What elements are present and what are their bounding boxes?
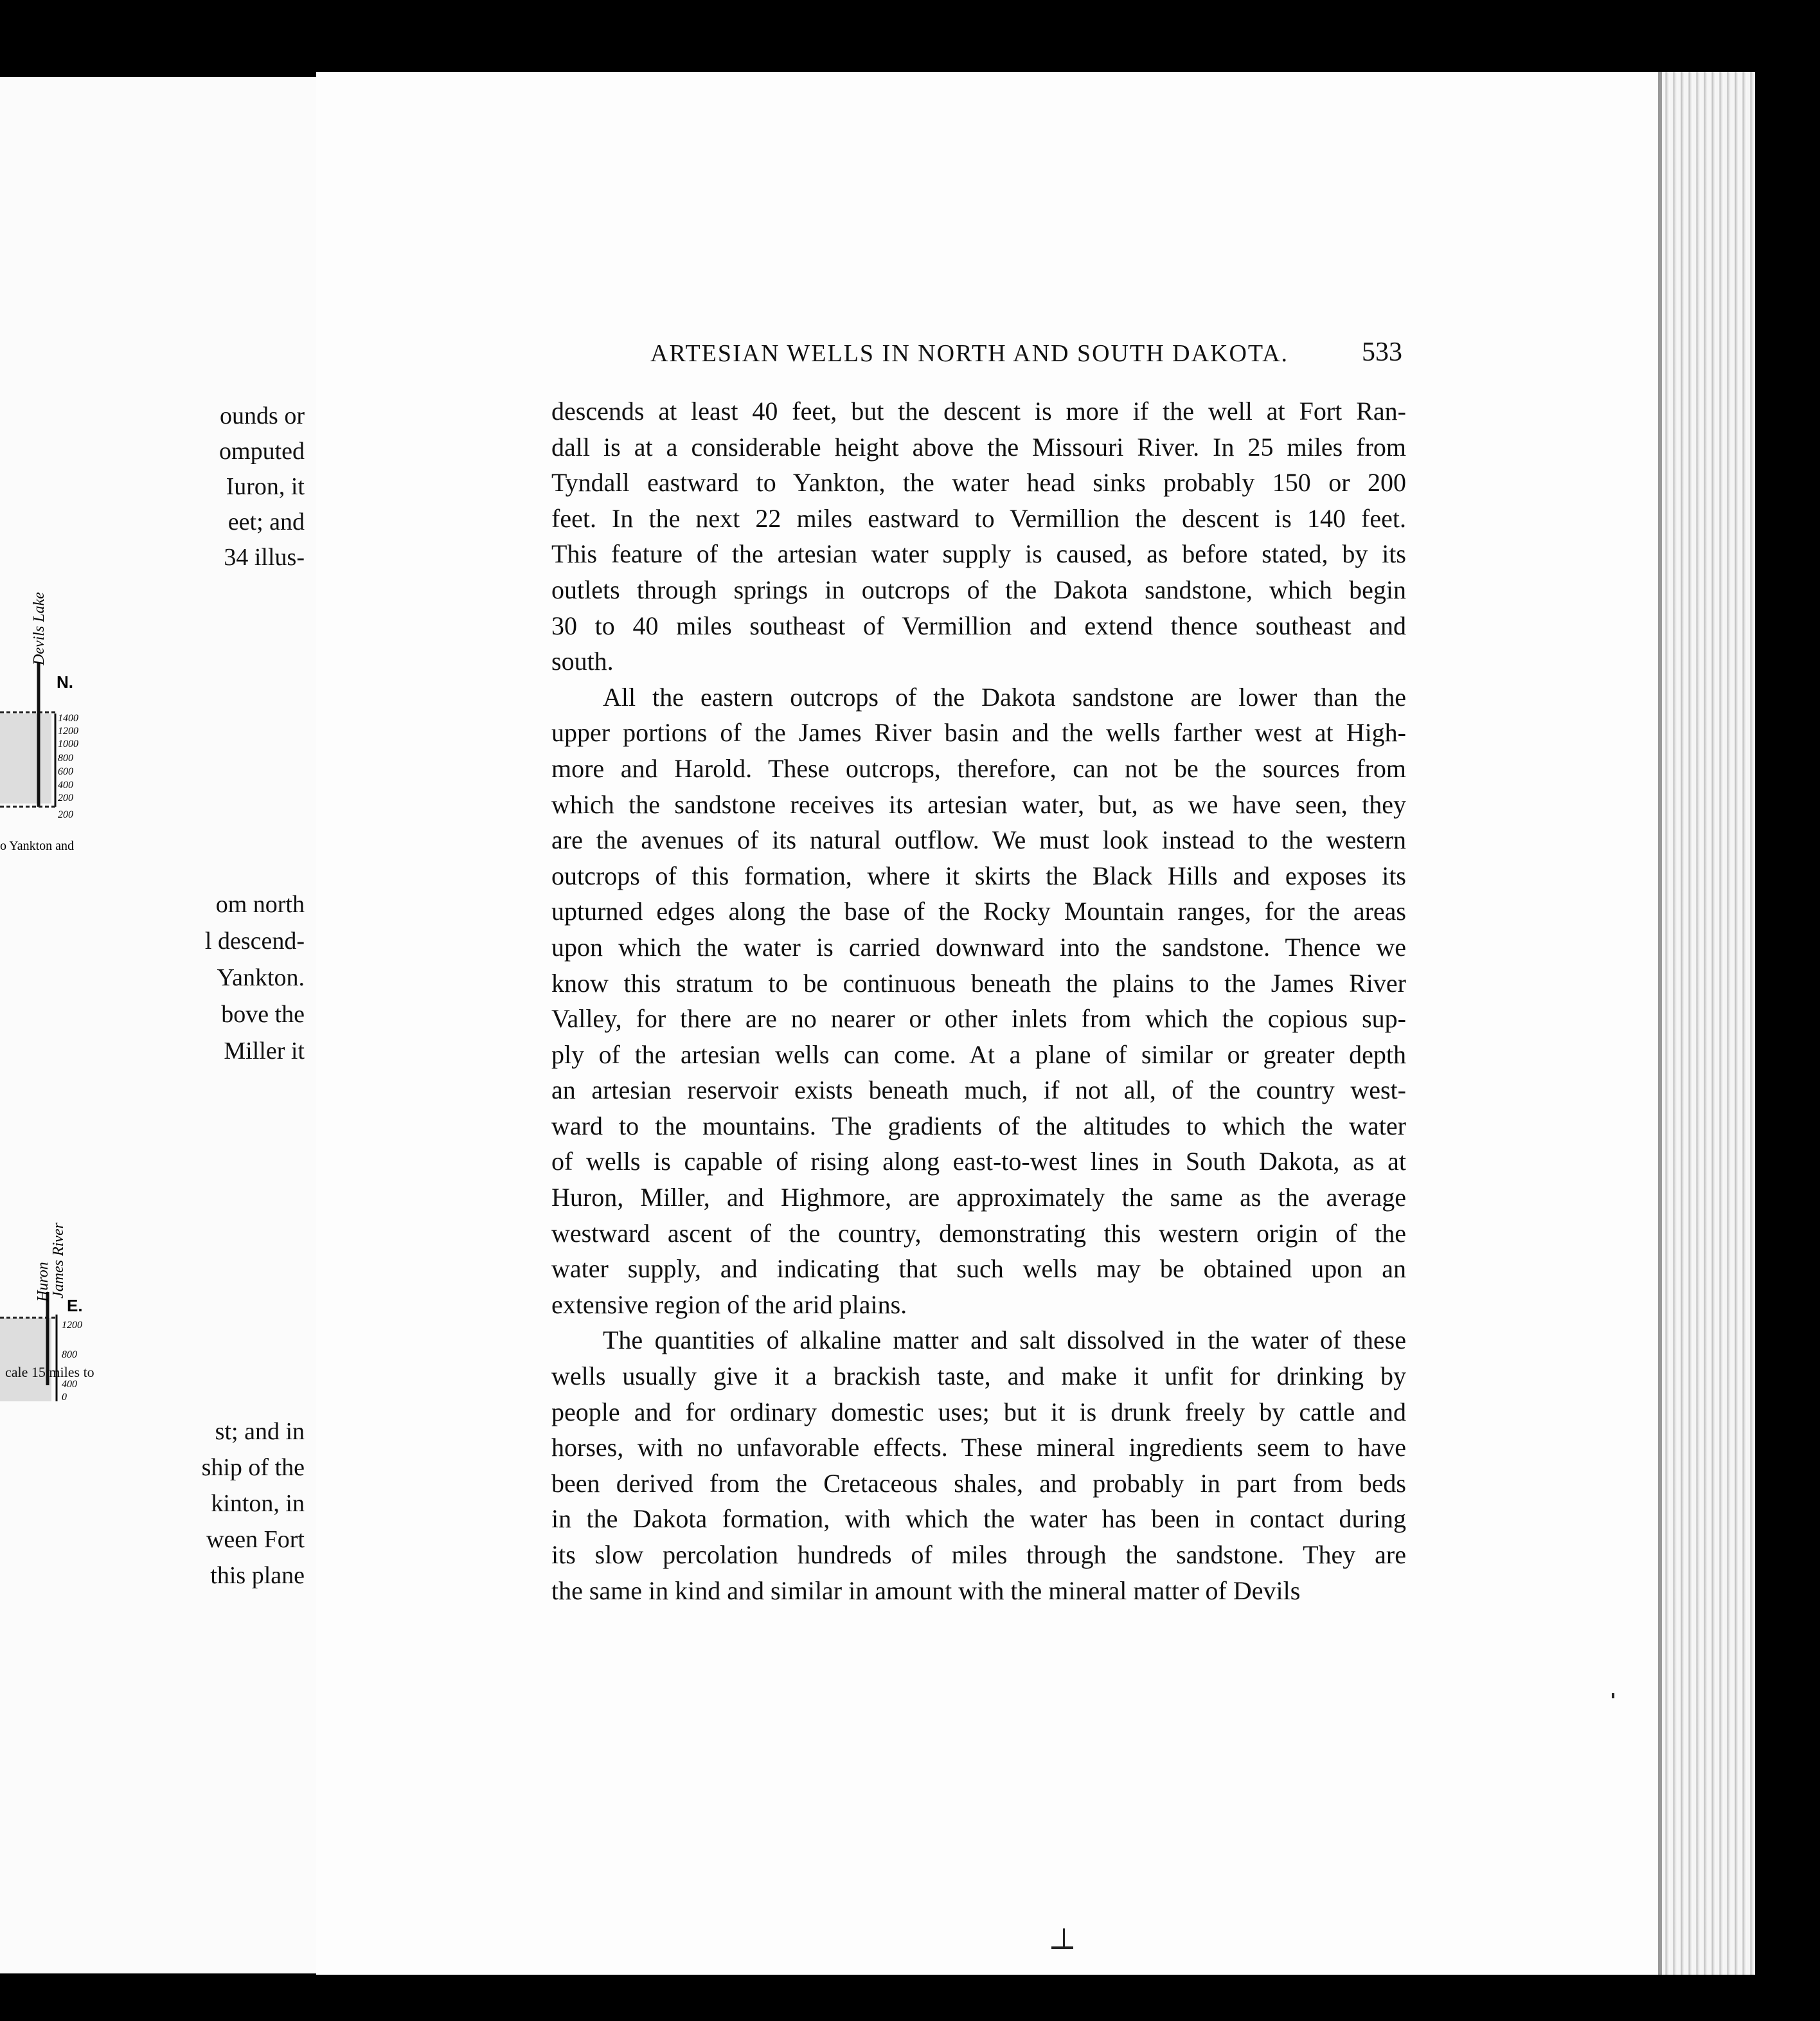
left-figure-1: [0, 585, 109, 855]
scan-mark-bottom: [1051, 1946, 1073, 1949]
left-page-fragment-line: om north: [215, 891, 305, 918]
text-line: dall is at a considerable height above the Missouri River. In 25 miles from: [551, 432, 1406, 462]
left-figure-2: [0, 1131, 122, 1401]
text-line: are the avenues of its natural outflow. We must look instead to the western: [551, 825, 1406, 855]
text-line: south.: [551, 647, 614, 676]
text-line: its slow percolation hundreds of miles through the sandstone. They are: [551, 1540, 1406, 1569]
left-facing-page: [0, 77, 325, 1973]
text-line: been derived from the Cretaceous shales, and probably in part from beds: [551, 1468, 1406, 1498]
left-page-fragment-line: bove the: [221, 1001, 305, 1028]
text-line: of wells is capable of rising along east-to-west lines in South Dakota, as at: [551, 1147, 1406, 1176]
text-line: know this stratum to be continuous beneath the plains to the James River: [551, 968, 1406, 998]
figure2-label-e: E.: [67, 1296, 83, 1315]
text-line: westward ascent of the country, demonstrating this western origin of the: [551, 1218, 1406, 1248]
body-text: [551, 393, 1406, 1608]
figure1-tick-4: 600: [58, 766, 73, 777]
figure1-tick-5: 400: [58, 780, 73, 791]
left-page-fragment-line: eet; and: [228, 508, 305, 535]
text-line: outcrops of this formation, where it skirts the Black Hills and exposes its: [551, 861, 1406, 890]
running-head: [650, 339, 1402, 372]
text-line: in the Dakota formation, with which the water has been in contact during: [551, 1504, 1406, 1534]
scan-mark-bottom-2: [1063, 1928, 1065, 1948]
text-line: The quantities of alkaline matter and salt dissolved in the water of these: [603, 1325, 1406, 1355]
figure1-hatching: [0, 714, 51, 804]
figure2-label-vertical-2: James River: [50, 1223, 67, 1298]
text-line: wells usually give it a brackish taste, and make it unfit for drinking by: [551, 1361, 1406, 1391]
text-line: an artesian reservoir exists beneath much, if not all, of the country west-: [551, 1075, 1406, 1105]
figure1-tick-6: 200: [58, 793, 73, 804]
text-line: upper portions of the James River basin and the wells farther west at High-: [551, 718, 1406, 748]
left-page-fragment-line: ounds or: [220, 402, 305, 429]
left-page-fragment-line: omputed: [219, 438, 305, 465]
text-line: which the sandstone receives its artesian water, but, as we have seen, they: [551, 789, 1406, 819]
figure1-caption: o Yankton and: [0, 839, 75, 853]
running-head-title: ARTESIAN WELLS IN NORTH AND SOUTH DAKOTA.: [650, 340, 1289, 367]
text-line: ward to the mountains. The gradients of the altitudes to which the water: [551, 1111, 1406, 1140]
figure1-tick-0: 1400: [58, 713, 78, 724]
left-page-fragment-line: kinton, in: [211, 1490, 305, 1517]
figure1-label-n: N.: [57, 672, 73, 692]
left-page-fragment-line: l descend-: [204, 928, 305, 955]
text-line: All the eastern outcrops of the Dakota sandstone are lower than the: [603, 682, 1406, 712]
figure2-tick-2: 400: [62, 1379, 77, 1390]
text-line: upturned edges along the base of the Rocky Mountain ranges, for the areas: [551, 897, 1406, 926]
left-page-fragment-line: Miller it: [224, 1037, 305, 1064]
text-line: horses, with no unfavorable effects. These mineral ingredients seem to have: [551, 1433, 1406, 1462]
figure2-label-vertical-1: Huron: [35, 1262, 51, 1302]
left-page-fragment-line: 34 illus-: [224, 544, 305, 571]
text-line: water supply, and indicating that such wells may be obtained upon an: [551, 1254, 1406, 1284]
text-line: the same in kind and similar in amount with the mineral matter of Devils: [551, 1576, 1301, 1605]
text-line: descends at least 40 feet, but the descent is more if the well at Fort Ran-: [551, 397, 1406, 426]
text-line: This feature of the artesian water supply is caused, as before stated, by its: [551, 539, 1406, 569]
text-line: people and for ordinary domestic uses; but it is drunk freely by cattle and: [551, 1397, 1406, 1426]
scan-speck: [1612, 1693, 1614, 1698]
left-page-fragment-line: st; and in: [215, 1418, 305, 1445]
figure1-tick-3: 800: [58, 753, 73, 764]
text-line: feet. In the next 22 miles eastward to Vermillion the descent is 140 feet.: [551, 503, 1406, 533]
text-line: ply of the artesian wells can come. At a plane of similar or greater depth: [551, 1039, 1406, 1069]
page-number: 533: [1362, 337, 1402, 367]
figure1-tick-bottom: 200: [58, 809, 73, 820]
text-line: Tyndall eastward to Yankton, the water head sinks probably 150 or 200: [551, 468, 1406, 498]
left-page-fragment-line: Iuron, it: [226, 473, 305, 500]
text-line: 30 to 40 miles southeast of Vermillion and extend thence southeast and: [551, 611, 1406, 640]
text-line: extensive region of the arid plains.: [551, 1289, 907, 1319]
figure2-tick-0: 1200: [62, 1320, 82, 1331]
figure2-tick-1: 800: [62, 1349, 77, 1360]
figure2-caption: cale 15 miles to: [5, 1364, 94, 1380]
left-page-fragment-line: ween Fort: [206, 1526, 305, 1553]
figure1-tick-1: 1200: [58, 726, 78, 737]
figure1-label-vertical: Devils Lake: [31, 592, 48, 665]
text-line: Huron, Miller, and Highmore, are approximately the same as the average: [551, 1183, 1406, 1212]
page-edges: [1658, 72, 1755, 1975]
text-line: Valley, for there are no nearer or other inlets from which the copious sup-: [551, 1004, 1406, 1034]
left-page-fragment-line: Yankton.: [217, 964, 305, 991]
figure1-tick-2: 1000: [58, 739, 78, 750]
left-page-fragment-line: this plane: [210, 1562, 305, 1589]
text-line: upon which the water is carried downward into the sandstone. Thence we: [551, 932, 1406, 962]
figure2-tick-3: 0: [62, 1392, 67, 1401]
left-page-fragment-line: ship of the: [201, 1454, 305, 1481]
text-line: more and Harold. These outcrops, therefore, can not be the sources from: [551, 753, 1406, 783]
text-line: outlets through springs in outcrops of the Dakota sandstone, which begin: [551, 575, 1406, 604]
